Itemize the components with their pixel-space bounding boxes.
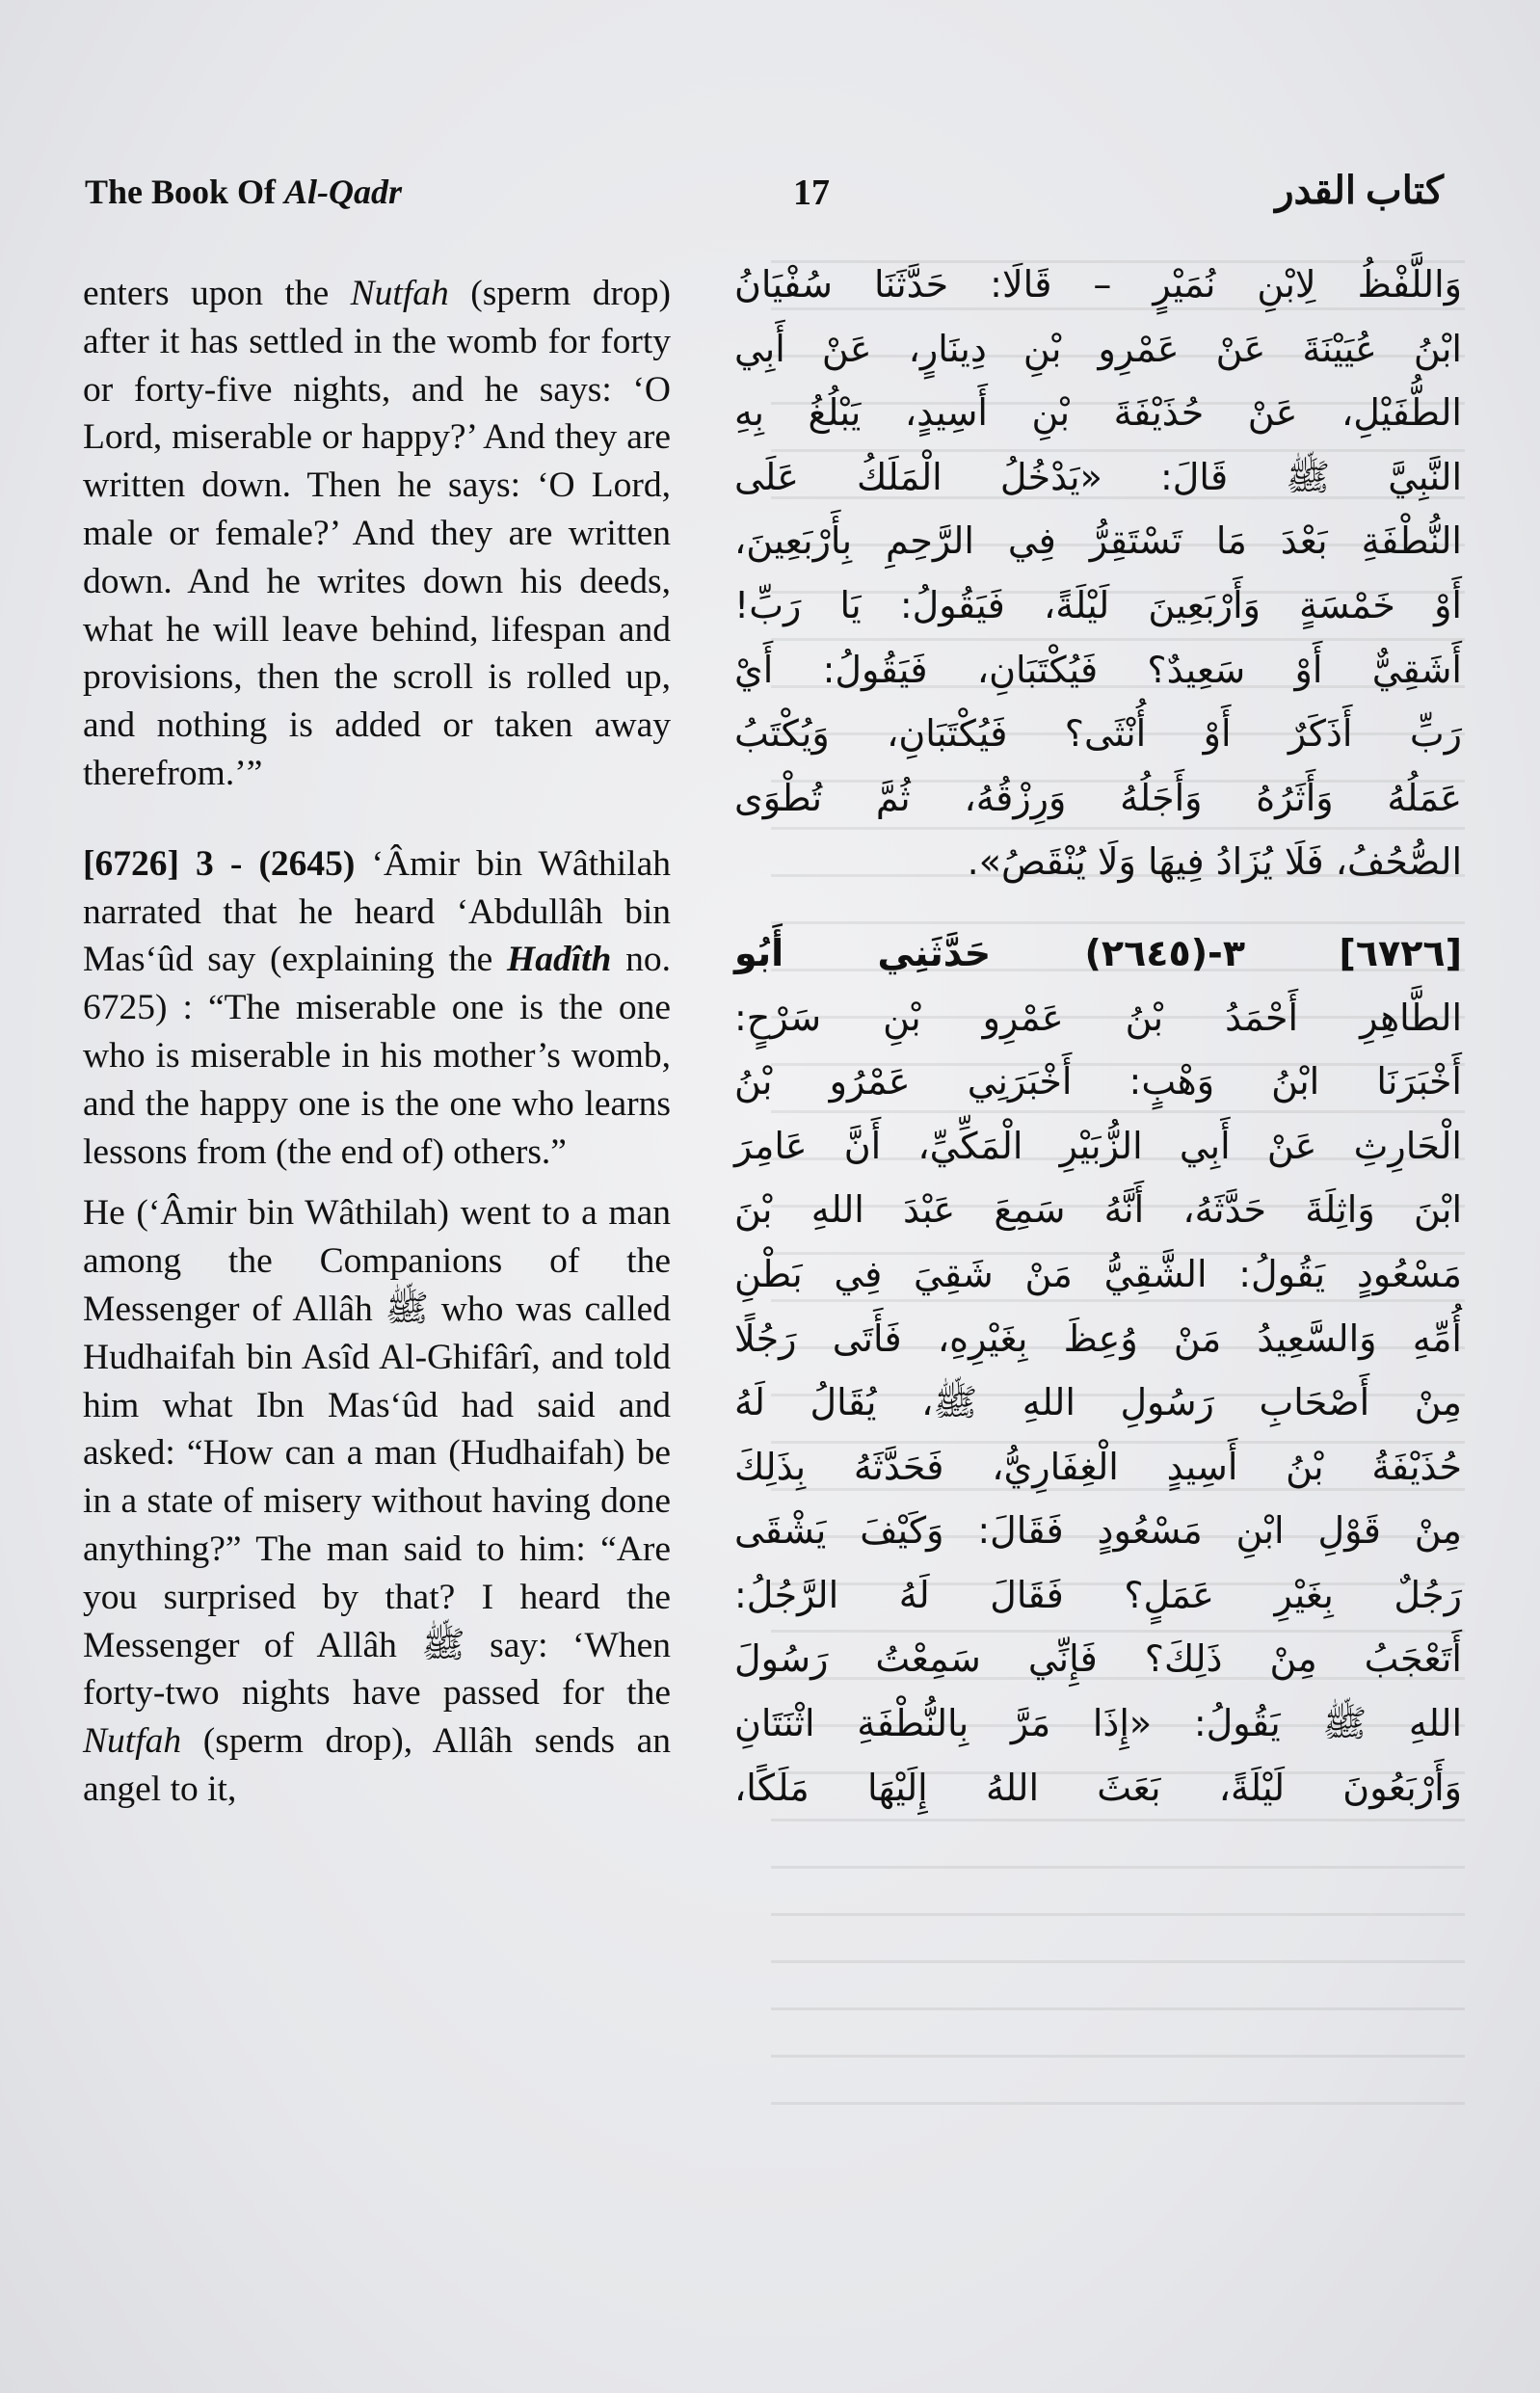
text-span: (sperm drop) after it has settled in the womb for forty or forty-five nights, and he says: ‘O Lord, miserable or happy?’ And they are written down. Then he says: ‘O Lord, male or female?’ And they are written down. And he writes down his deeds, what he will leave behind, lifespan and provisions, then the scroll is rolled up, and nothing is added or taken away therefrom.’” [83,274,671,793]
arabic-line: مِنْ قَوْلِ ابْنِ مَسْعُودٍ فَقَالَ: وَكَيْفَ يَشْقَى [734,1509,1462,1553]
hadith-reference: [6726] 3 - (2645) [83,843,356,884]
arabic-line: وَاللَّفْظُ لِابْنِ نُمَيْرٍ – قَالَا: حَدَّثَنَا سُفْيَانُ [734,263,1462,306]
arabic-line: وَأَرْبَعُونَ لَيْلَةً، بَعَثَ اللهُ إِلَيْهَا مَلَكًا، [734,1766,1462,1809]
arabic-line: مِنْ أَصْحَابِ رَسُولِ اللهِ ﷺ، يُقَالُ لَهُ [734,1381,1462,1424]
italic-term: Nutfah [83,1721,182,1762]
arabic-ref-text: [٦٧٢٦] ٣-(٢٦٤٥) حَدَّثَنِي أَبُو [734,931,1462,974]
english-paragraph-3 [83,1189,671,1813]
arabic-line: رَبِّ أَذَكَرٌ أَوْ أُنْثَى؟ فَيُكْتَبَانِ، وَيُكْتَبُ [734,712,1462,756]
running-header [85,169,1444,229]
arabic-line: رَجُلٌ بِغَيْرِ عَمَلٍ؟ فَقَالَ لَهُ الرَّجُلُ: [734,1573,1462,1616]
book-title-english [85,172,402,212]
english-column [83,270,671,1814]
page-number: 17 [793,173,830,213]
arabic-line: النَّبِيَّ ﷺ قَالَ: «يَدْخُلُ الْمَلَكُ عَلَى [734,455,1462,498]
arabic-line: ابْنُ عُيَيْنَةَ عَنْ عَمْرِو بْنِ دِينَارٍ، عَنْ أَبِي [734,327,1462,370]
arabic-line: اللهِ ﷺ يَقُولُ: «إِذَا مَرَّ بِالنُّطْفَةِ اثْنَتَانِ [734,1702,1462,1745]
italic-term: Nutfah [350,274,449,313]
arabic-line: أَتَعْجَبُ مِنْ ذَلِكَ؟ فَإِنِّي سَمِعْتُ رَسُولَ [734,1637,1462,1681]
arabic-line: الْحَارِثِ عَنْ أَبِي الزُّبَيْرِ الْمَكِّيِّ، أَنَّ عَامِرَ [734,1124,1462,1167]
text-span: (sperm drop), Allâh sends an angel to it, [83,1721,671,1809]
arabic-hadith-reference [734,921,1462,986]
arabic-line: الصُّحُفُ، فَلَا يُزَادُ فِيهَا وَلَا يُنْقَصُ». [967,840,1462,884]
arabic-line: النُّطْفَةِ بَعْدَ مَا تَسْتَقِرُّ فِي الرَّحِمِ بِأَرْبَعِينَ، [734,519,1462,563]
arabic-line: ابْنَ وَاثِلَةَ حَدَّثَهُ، أَنَّهُ سَمِعَ عَبْدَ اللهِ بْنَ [734,1188,1462,1232]
text-span: ‘Âmir bin Wâthilah narrated that he heard ‘Abdullâh bin Mas‘ûd say (explaining the [83,843,671,980]
arabic-line: أَخْبَرَنَا ابْنُ وَهْبٍ: أَخْبَرَنِي عَمْرُو بْنُ [734,1060,1462,1103]
arabic-line: مَسْعُودٍ يَقُولُ: الشَّقِيُّ مَنْ شَقِيَ فِي بَطْنِ [734,1252,1462,1295]
book-title-arabic: كتاب القدر [1275,169,1444,212]
italic-term: Hadîth [507,940,612,980]
english-paragraph-2 [83,840,671,1177]
book-title-italic: Al-Qadr [284,173,403,211]
arabic-line: الطُّفَيْلِ، عَنْ حُذَيْفَةَ بْنِ أَسِيدٍ، يَبْلُغُ بِهِ [734,391,1462,435]
text-span: no. 6725) : “The miserable one is the one who is miserable in his mother’s womb, and the happy one is the one who learns lessons from (the end of) others.” [83,940,671,1172]
arabic-line: أَشَقِيٌّ أَوْ سَعِيدٌ؟ فَيُكْتَبَانِ، فَيَقُولُ: أَيْ [734,648,1462,691]
arabic-line: عَمَلُهُ وَأَثَرُهُ وَأَجَلُهُ وَرِزْقُهُ، ثُمَّ تُطْوَى [734,776,1462,819]
text-span: enters upon the [83,274,351,313]
arabic-line: أَوْ خَمْسَةٍ وَأَرْبَعِينَ لَيْلَةً، فَيَقُولُ: يَا رَبِّ! [734,583,1462,626]
english-paragraph-1 [83,270,671,798]
arabic-line: أُمِّهِ وَالسَّعِيدُ مَنْ وُعِظَ بِغَيْرِهِ، فَأَتَى رَجُلًا [734,1316,1462,1360]
arabic-column [734,253,1462,1820]
text-span: He (‘Âmir bin Wâthilah) went to a man among the Companions of the Messenger of Allâh ﷺ who was called Hudhaifah bin Asîd Al-Ghifârî, and told him what Ibn Mas‘ûd had said and asked: “How can a man (Hudhaifah) be in a state of misery without having done anything?” The man said to him: “Are you surprised by that? I heard the Messenger of Allâh ﷺ say: ‘When forty-two nights have passed for the [83,1193,672,1714]
book-title-plain: The Book Of [85,173,285,211]
arabic-line: الطَّاهِرِ أَحْمَدُ بْنُ عَمْرِو بْنِ سَرْحٍ: [734,996,1462,1039]
arabic-line: حُذَيْفَةُ بْنُ أَسِيدٍ الْغِفَارِيُّ، فَحَدَّثَهُ بِذَلِكَ [734,1445,1462,1488]
paragraph-gap [734,894,1462,921]
